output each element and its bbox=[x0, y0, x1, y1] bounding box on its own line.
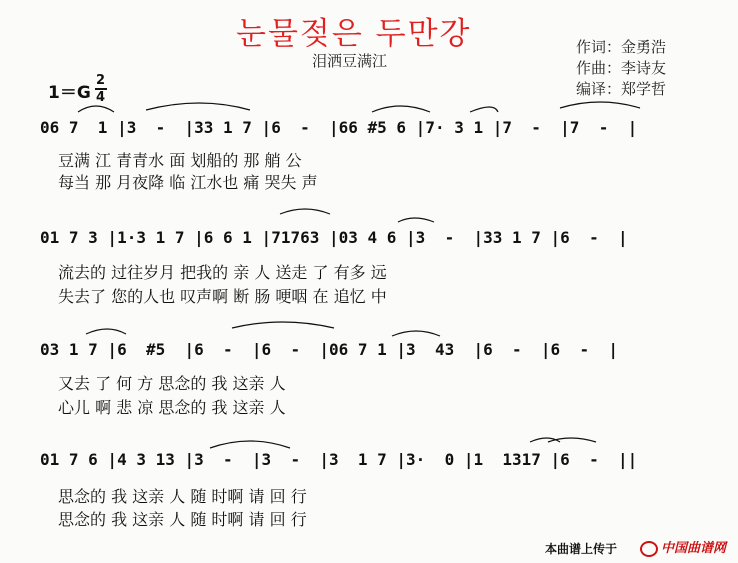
time-signature-bottom: 4 bbox=[96, 90, 106, 105]
song-title: 눈물젖은 두만강 bbox=[236, 16, 472, 52]
notation-line: 01 7 6 |4 3 13 |3 - |3 - |3 1 7 |3· 0 |1 1317 |6 - || bbox=[40, 450, 638, 469]
notation-line: 03 1 7 |6 #5 |6 - |6 - |06 7 1 |3 43 |6 - |6 - | bbox=[40, 340, 618, 359]
lyricist-credit: 作词：金勇浩 bbox=[576, 38, 667, 56]
lyric-line-1a: 豆满 江 青青水 面 划船的 那 艄 公 bbox=[58, 151, 302, 170]
song-subtitle: 泪洒豆满江 bbox=[312, 52, 388, 70]
key-signature: 1＝G bbox=[48, 83, 91, 103]
lyric-line-4a: 思念的 我 这亲 人 随 时啊 请 回 行 bbox=[58, 487, 307, 506]
lyric-line-3b: 心儿 啊 悲 凉 思念的 我 这亲 人 bbox=[58, 398, 286, 417]
composer-credit: 作曲：李诗友 bbox=[576, 59, 667, 77]
notation-line: 06 7 1 |3 - |33 1 7 |6 - |66 #5 6 |7· 3 1 |7 - |7 - | bbox=[40, 118, 638, 137]
site-logo-text: 中国曲谱网 bbox=[661, 541, 727, 556]
notation-line: 01 7 3 |1·3 1 7 |6 6 1 |71763 |03 4 6 |3 - |33 1 7 |6 - | bbox=[40, 228, 628, 247]
time-signature-top: 2 bbox=[96, 73, 106, 88]
upload-notice: 本曲谱上传于 bbox=[545, 542, 618, 556]
logo-icon bbox=[640, 541, 658, 557]
lyric-line-2a: 流去的 过往岁月 把我的 亲 人 送走 了 有多 远 bbox=[58, 263, 387, 282]
arranger-credit: 编译：郑学哲 bbox=[576, 80, 667, 98]
lyric-line-4b: 思念的 我 这亲 人 随 时啊 请 回 行 bbox=[58, 510, 307, 529]
site-logo bbox=[640, 537, 726, 557]
lyric-line-1b: 每当 那 月夜降 临 江水也 痛 哭失 声 bbox=[58, 173, 318, 192]
lyric-line-2b: 失去了 您的人也 叹声啊 断 肠 哽咽 在 追忆 中 bbox=[58, 287, 387, 306]
lyric-line-3a: 又去 了 何 方 思念的 我 这亲 人 bbox=[58, 374, 286, 393]
